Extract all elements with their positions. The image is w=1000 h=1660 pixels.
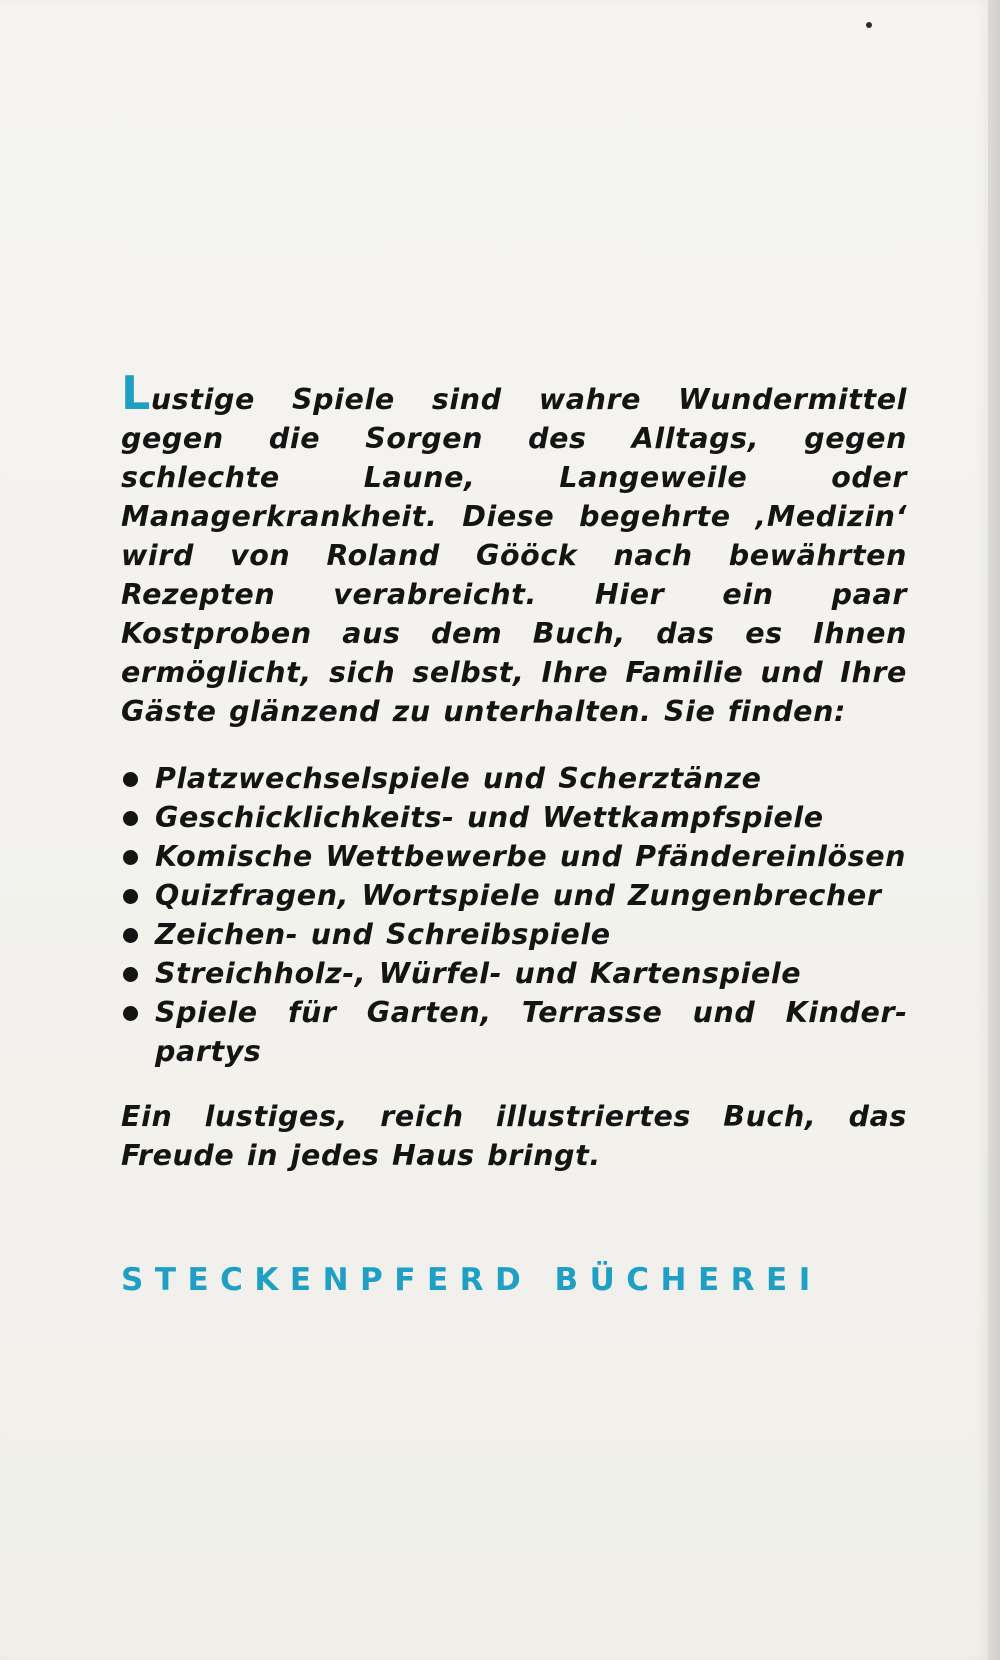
bullet-icon	[123, 1006, 138, 1021]
list-item: Spiele für Garten, Terrasse und Kinderpartys	[121, 993, 907, 1071]
list-item: Platzwechselspiele und Scherztänze	[121, 759, 907, 798]
intro-paragraph	[121, 366, 907, 731]
cover-edge	[988, 0, 1000, 1660]
publisher-name: STECKENPFERD BÜCHEREI	[121, 1262, 822, 1298]
closing-sentence: Ein lustiges, reich illustriertes Buch, das Freude in jedes Haus bringt.	[121, 1100, 907, 1172]
drop-cap: L	[121, 366, 151, 420]
bullet-icon	[123, 967, 138, 982]
bullet-icon	[123, 772, 138, 787]
list-item: Streichholz-, Würfel- und Kartenspiele	[121, 954, 907, 993]
bullet-icon	[123, 889, 138, 904]
bullet-icon	[123, 811, 138, 826]
blurb	[121, 366, 907, 1175]
bullet-icon	[123, 850, 138, 865]
bullet-icon	[123, 928, 138, 943]
list-item: Geschicklichkeits- und Wettkampfspiele	[121, 798, 907, 837]
list-item: Quizfragen, Wortspiele und Zungenbrecher	[121, 876, 907, 915]
intro-text: ustige Spiele sind wahre Wundermittel gegen die Sorgen des Alltags, gegen schlechte Laune, Langeweile oder Managerkrankheit. Diese begehrte ‚Medizin‘ wird von Roland Gööck nach bewährten Rezepten verabreicht. Hier ein paar Kostproben aus dem Buch, das es Ihnen ermöglicht, sich selbst, Ihre Familie und Ihre Gäste glänzend zu unterhalten. Sie finden:	[121, 383, 907, 728]
feature-list	[121, 759, 907, 1071]
list-item: Komische Wettbewerbe und Pfändereinlösen	[121, 837, 907, 876]
print-speck	[866, 22, 872, 28]
list-item: Zeichen- und Schreibspiele	[121, 915, 907, 954]
